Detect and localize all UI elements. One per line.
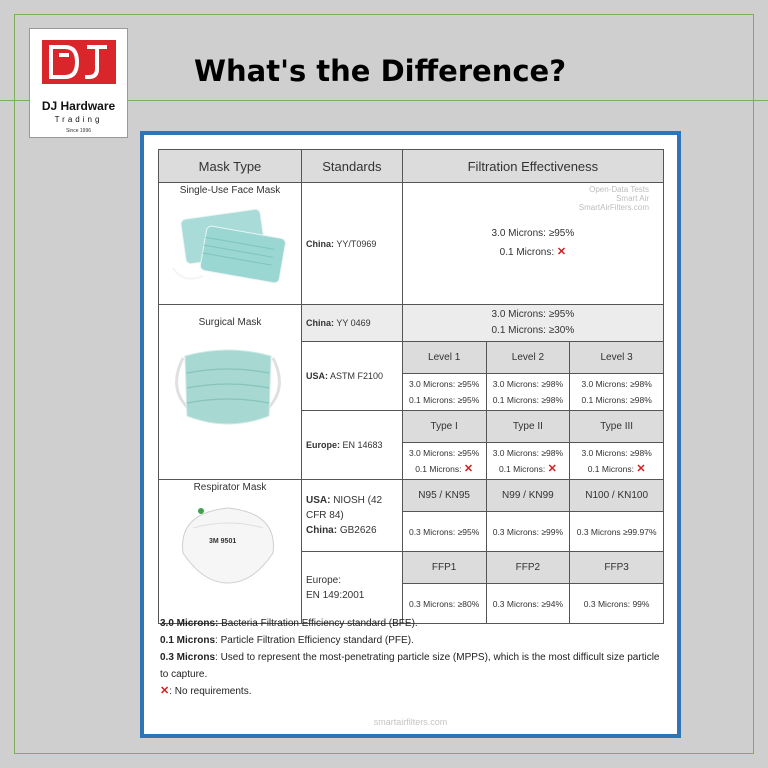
footnote-term: 3.0 Microns: (160, 618, 219, 629)
dj-logo-icon (39, 37, 119, 87)
single-use-mask-image (163, 196, 293, 286)
grade-value: 0.3 Microns: ≥94% (486, 584, 570, 624)
no-requirement-icon: ✕ (556, 246, 567, 258)
no-requirement-icon: ✕ (636, 463, 646, 475)
type-values (486, 443, 570, 480)
level-header: Level 1 (402, 342, 486, 374)
logo-since-text: Since 1996 (65, 128, 92, 134)
value-line: 3.0 Microns: ≥98% (492, 448, 564, 458)
table-header-row (159, 150, 664, 183)
single-use-title: Single-Use Face Mask (179, 185, 281, 196)
type-values (402, 443, 486, 480)
region-label: China: (305, 525, 338, 536)
footnote (160, 649, 660, 683)
effectiveness-line: 3.0 Microns: ≥95% (491, 309, 575, 320)
single-use-standard (301, 183, 402, 305)
comparison-panel-inner (144, 135, 677, 734)
level-values (486, 374, 570, 411)
standard-code: YY/T0969 (336, 238, 377, 249)
respirator-print-text: 3M 9501 (209, 538, 237, 545)
frame-line-right (753, 14, 754, 754)
respirator-cell (159, 480, 302, 624)
footnote (160, 683, 660, 700)
footnote-term: 0.1 Microns (160, 635, 216, 646)
level-values (402, 374, 486, 411)
table-row (159, 480, 664, 512)
watermark-line: Smart Air (616, 194, 649, 203)
value-line (407, 461, 482, 477)
header-mask-type: Mask Type (159, 150, 302, 183)
type-header: Type III (570, 411, 664, 443)
type-values (570, 443, 664, 480)
footnotes (160, 615, 660, 700)
grade-header: FFP3 (570, 552, 664, 584)
standard-code: YY 0469 (336, 318, 371, 328)
respirator-mask-image (163, 493, 293, 593)
surgical-europe-standard (301, 411, 402, 480)
value-line: 3.0 Microns: ≥98% (492, 379, 564, 389)
value-text: 0.1 Microns: (415, 464, 462, 474)
mask-standards-table (158, 149, 664, 624)
footnote (160, 632, 660, 649)
comparison-panel (140, 131, 681, 738)
grade-header: FFP2 (486, 552, 570, 584)
surgical-cell (159, 305, 302, 480)
footnote-term: 0.3 Microns (160, 652, 216, 663)
grade-value: 0.3 Microns: ≥95% (402, 512, 486, 552)
effectiveness-line (407, 243, 659, 262)
value-line: 3.0 Microns: ≥98% (581, 379, 652, 389)
value-line (574, 461, 659, 477)
standard-code: ASTM F2100 (329, 371, 384, 381)
table-row (159, 305, 664, 342)
grade-header: FFP1 (402, 552, 486, 584)
footnote-text: Bacteria Filtration Efficiency standard (BFE). (218, 618, 418, 629)
header-standards: Standards (301, 150, 402, 183)
surgical-usa-standard (301, 342, 402, 411)
grade-value: 0.3 Microns ≥99.97% (570, 512, 664, 552)
no-requirement-icon: ✕ (547, 463, 557, 475)
respirator-title: Respirator Mask (193, 482, 267, 493)
grade-header: N99 / KN99 (486, 480, 570, 512)
page-title: What's the Difference? (194, 54, 567, 88)
effectiveness-line: 0.1 Microns: ≥30% (491, 325, 575, 336)
surgical-title: Surgical Mask (198, 317, 262, 328)
respirator-europe-standard (301, 552, 402, 624)
region-label: China: (305, 238, 334, 249)
region-label: USA: (305, 371, 328, 381)
value-line: 3.0 Microns: ≥95% (408, 448, 480, 458)
level-values (570, 374, 664, 411)
surgical-china-effectiveness (402, 305, 663, 342)
value-line: 0.1 Microns: ≥95% (408, 395, 480, 405)
respirator-usa-china-standard (301, 480, 402, 552)
value-line: 3.0 Microns: ≥98% (581, 448, 652, 458)
value-text: 0.1 Microns: (498, 464, 546, 474)
company-logo (29, 28, 128, 138)
standard-code: GB2626 (339, 525, 377, 536)
region-label: USA: (305, 495, 331, 506)
value-line: 0.1 Microns: ≥98% (581, 395, 652, 405)
no-requirement-icon: ✕ (160, 685, 170, 697)
type-header: Type I (402, 411, 486, 443)
grade-value: 0.3 Microns: ≥80% (402, 584, 486, 624)
value-line (491, 461, 566, 477)
single-use-cell (159, 183, 302, 305)
header-filtration: Filtration Effectiveness (402, 150, 663, 183)
logo-sub-text: Trading (54, 115, 103, 124)
standard-code: EN 149:2001 (305, 589, 365, 601)
region-label: China: (305, 318, 334, 328)
standard-code: NIOSH (42 CFR 84) (305, 495, 383, 521)
grade-value: 0.3 Microns: 99% (570, 584, 664, 624)
value-text: 0.1 Microns: (587, 464, 634, 474)
grade-header: N100 / KN100 (570, 480, 664, 512)
footnote (160, 615, 660, 632)
footnote-text: : No requirements. (169, 686, 252, 697)
standard-code: EN 14683 (342, 440, 383, 450)
footnote-text: : Used to represent the most-penetrating particle size (MPPS), which is the most difficult size particle to capture. (160, 652, 660, 680)
watermark-line: Open-Data Tests (589, 185, 649, 194)
frame-line-left (14, 14, 15, 754)
no-requirement-icon: ✕ (463, 463, 474, 475)
footnote-text: : Particle Filtration Efficiency standard (PFE). (215, 635, 414, 646)
region-label: Europe: (305, 440, 340, 450)
table-row (159, 183, 664, 305)
source-site: smartairfilters.com (373, 717, 448, 727)
grade-header: N95 / KN95 (402, 480, 486, 512)
level-header: Level 2 (486, 342, 570, 374)
open-data-watermark (579, 185, 649, 212)
frame-line-bottom (14, 753, 754, 754)
surgical-china-standard (301, 305, 402, 342)
surgical-mask-image (163, 328, 293, 448)
effectiveness-line: 3.0 Microns: ≥95% (491, 228, 575, 239)
watermark-line: SmartAirFilters.com (578, 203, 649, 212)
value-line: 0.1 Microns: ≥98% (492, 395, 564, 405)
level-header: Level 3 (570, 342, 664, 374)
type-header: Type II (486, 411, 570, 443)
effectiveness-text: 0.1 Microns: (499, 247, 555, 258)
region-label: Europe: (305, 574, 341, 586)
logo-brand-text: DJ Hardware (41, 99, 116, 113)
frame-line-top (14, 14, 754, 15)
value-line: 3.0 Microns: ≥95% (408, 379, 480, 389)
single-use-effectiveness (402, 183, 663, 305)
grade-value: 0.3 Microns: ≥99% (486, 512, 570, 552)
